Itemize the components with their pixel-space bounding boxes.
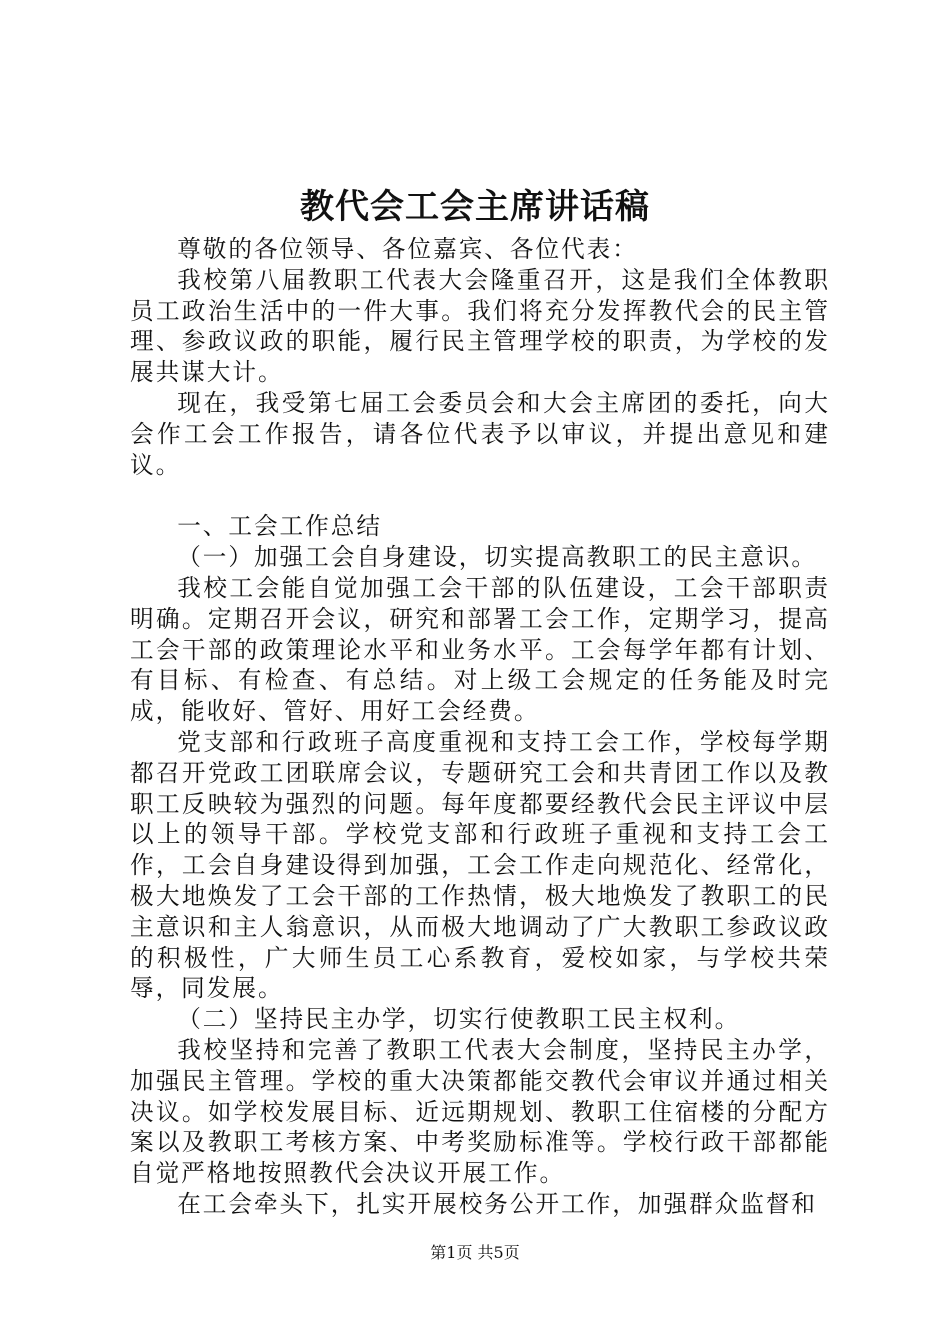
document-body (130, 234, 830, 1220)
subsection-heading: （一）加强工会自身建设，切实提高教职工的民主意识。 (177, 543, 818, 572)
document-title: 教代会工会主席讲话稿 (300, 187, 650, 227)
body-paragraph: 我校坚持和完善了教职工代表大会制度，坚持民主办学，加强民主管理。学校的重大决策都能交教代会审议并通过相关决议。如学校发展目标、近远期规划、教职工住宿楼的分配方案以及教职工考核方案、中考奖励标准等。学校行政干部都能自觉严格地按照教代会决议开展工作。 (130, 1035, 830, 1188)
body-paragraph: 现在，我受第七届工会委员会和大会主席团的委托，向大会作工会工作报告，请各位代表予以审议，并提出意见和建议。 (130, 388, 830, 479)
subsection-heading: （二）坚持民主办学，切实行使教职工民主权利。 (177, 1005, 741, 1034)
body-paragraph: 我校工会能自觉加强工会干部的队伍建设，工会干部职责明确。定期召开会议，研究和部署工会工作，定期学习，提高工会干部的政策理论水平和业务水平。工会每学年都有计划、有目标、有检查、有总结。对上级工会规定的任务能及时完成，能收好、管好、用好工会经费。 (130, 573, 830, 726)
body-paragraph: 党支部和行政班子高度重视和支持工会工作，学校每学期都召开党政工团联席会议，专题研究工会和共青团工作以及教职工反映较为强烈的问题。每年度都要经教代会民主评议中层以上的领导干部。学校党支部和行政班子重视和支持工会工作，工会自身建设得到加强，工会工作走向规范化、经常化，极大地焕发了工会干部的工作热情，极大地焕发了教职工的民主意识和主人翁意识，从而极大地调动了广大教职工参政议政的积极性，广大师生员工心系教育，爱校如家，与学校共荣辱，同发展。 (130, 727, 830, 1003)
section-heading: 一、工会工作总结 (177, 512, 382, 541)
page-number-footer: 第1页 共5页 (430, 1243, 520, 1262)
body-paragraph: 在工会牵头下，扎实开展校务公开工作，加强群众监督和 (177, 1189, 818, 1218)
salutation-paragraph: 尊敬的各位领导、各位嘉宾、各位代表： (177, 235, 638, 263)
body-paragraph: 我校第八届教职工代表大会隆重召开，这是我们全体教职员工政治生活中的一件大事。我们将充分发挥教代会的民主管理、参政议政的职能，履行民主管理学校的职责，为学校的发展共谋大计。 (130, 265, 830, 387)
